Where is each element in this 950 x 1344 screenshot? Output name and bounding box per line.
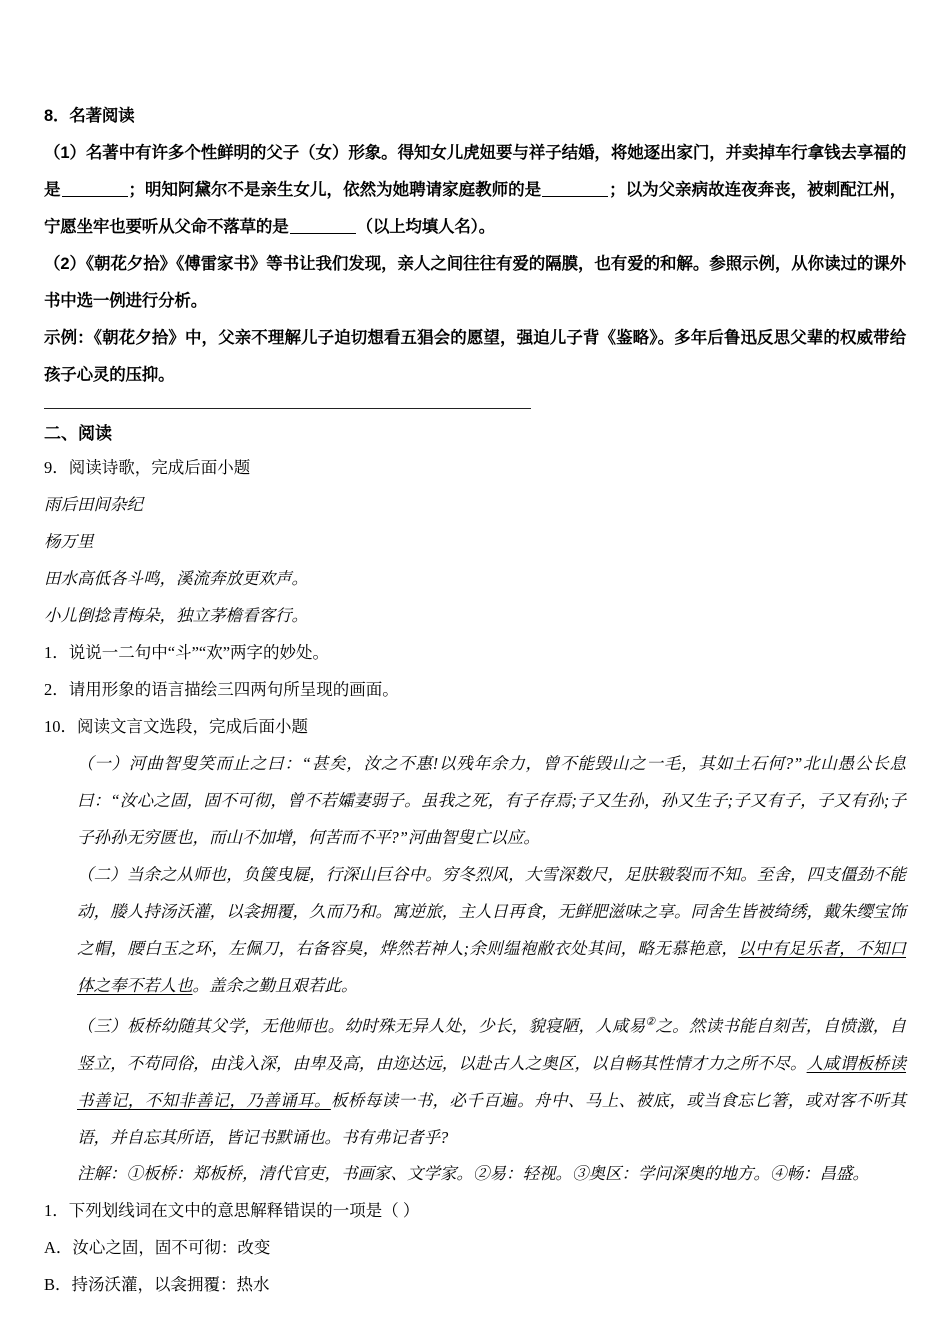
question-8-sub1-text-b: ；明知阿黛尔不是亲生女儿，依然为她聘请家庭教师的是 (128, 181, 542, 199)
passage-c (44, 1004, 906, 1156)
section-2-title: 二、阅读 (44, 424, 112, 443)
question-8-sub1-text-a: （1）名著中有许多个性鲜明的父子（女）形象。得知女儿虎妞要与祥子结婚，将她逐出家门，并卖掉车行拿钱去享福的是 (44, 144, 906, 199)
question-8-sub2: （2）《朝花夕拾》《傅雷家书》等书让我们发现，亲人之间往往有爱的隔膜，也有爱的和解。参照示例，从你读过的课外书中选一例进行分析。 (44, 255, 906, 310)
option-a[interactable]: A．汝心之固，固不可彻：改变 (44, 1237, 271, 1257)
answer-blank-1[interactable] (62, 196, 128, 197)
passage-c-mid: 之。然读书能自刻苦，自愤激，自竖立，不苟同俗，由浅入深，由卑及高，由迩达远，以赴古人之奥区，以自畅其性情才力之所不尽。 (77, 1016, 907, 1073)
passage-b-underlined: 以中有足乐者，不知口体之奉不若人也 (77, 939, 907, 995)
question-10-stem: 10．阅读文言文选段，完成后面小题 (44, 717, 308, 736)
question-9-stem: 9．阅读诗歌，完成后面小题 (44, 458, 251, 477)
passage-c-pre: （三）板桥幼随其父学，无他师也。幼时殊无异人处，少长，貌寝陋，人咸易 (77, 1016, 646, 1036)
question-9-sub-1: 1．说说一二句中“斗”“欢”两字的妙处。 (44, 643, 330, 662)
passage-b-post: 。盖余之勤且艰若此。 (192, 976, 358, 995)
footnote-marker-2: ② (645, 1016, 656, 1028)
option-b[interactable]: B．持汤沃灌，以衾拥覆：热水 (44, 1274, 270, 1294)
poem-line-2: 小儿倒捻青梅朵，独立茅檐看客行。 (44, 606, 308, 625)
answer-blank-3[interactable] (290, 233, 356, 234)
poem-author: 杨万里 (44, 532, 94, 551)
passage-notes: 注解：①板桥：郑板桥，清代官吏，书画家、文学家。②易：轻视。③奥区：学问深奥的地方。④畅：昌盛。 (77, 1163, 869, 1183)
section-divider (44, 408, 531, 409)
question-8-example: 示例：《朝花夕拾》中，父亲不理解儿子迫切想看五猖会的愿望，强迫儿子背《鉴略》。多年后鲁迅反思父辈的权威带给孩子心灵的压抑。 (44, 329, 906, 384)
passage-a: （一）河曲智叟笑而止之曰：“甚矣，汝之不惠!以残年余力，曾不能毁山之一毛，其如土石何?”北山愚公长息曰：“汝心之固，固不可彻，曾不若孀妻弱子。虽我之死，有子存焉;子又生孙，孙又生子;子又有子，子又有孙;子子孙孙无穷匮也，而山不加增，何苦而不平?”河曲智叟亡以应。 (77, 754, 906, 847)
poem-title: 雨后田间杂纪 (44, 495, 143, 514)
passage-b-pre: （二）当余之从师也，负箧曳屣，行深山巨谷中。穷冬烈风，大雪深数尺，足肤皲裂而不知。至舍，四支僵劲不能动，媵人持汤沃灌，以衾拥覆，久而乃和。寓逆旅，主人日再食，无鲜肥滋味之享。同舍生皆被绮绣，戴朱缨宝饰之帽，腰白玉之环，左佩刀，右备容臭，烨然若神人;余则缊袍敝衣处其间，略无慕艳意， (77, 865, 906, 958)
passage-c-underlined: 人咸谓板桥读书善记，不知非善记，乃善诵耳。 (77, 1053, 907, 1110)
answer-blank-2[interactable] (542, 196, 608, 197)
question-9-sub-2: 2．请用形象的语言描绘三四两句所呈现的画面。 (44, 680, 399, 699)
passage-c-post: 板桥每读一书，必千百遍。舟中、马上、被底，或当食忘匕箸，或对客不听其语，并自忘其所语，皆记书默诵也。书有弗记者乎? (77, 1090, 907, 1147)
page-content (44, 98, 906, 1303)
question-8-sub1-text-c: ；以为父亲病故连夜奔丧，被刺配江州，宁愿坐牢也要听从父命不落草的是 (44, 181, 906, 236)
question-10-sub-1: 1．下列划线词在文中的意思解释错误的一项是（ ） (44, 1200, 420, 1220)
passage-b (44, 856, 906, 1004)
poem-line-1: 田水高低各斗鸣，溪流奔放更欢声。 (44, 569, 308, 588)
question-8-sub1 (44, 135, 906, 246)
question-8-heading: 8．名著阅读 (44, 107, 135, 125)
question-8-sub1-text-d: （以上均填人名）。 (356, 218, 495, 236)
